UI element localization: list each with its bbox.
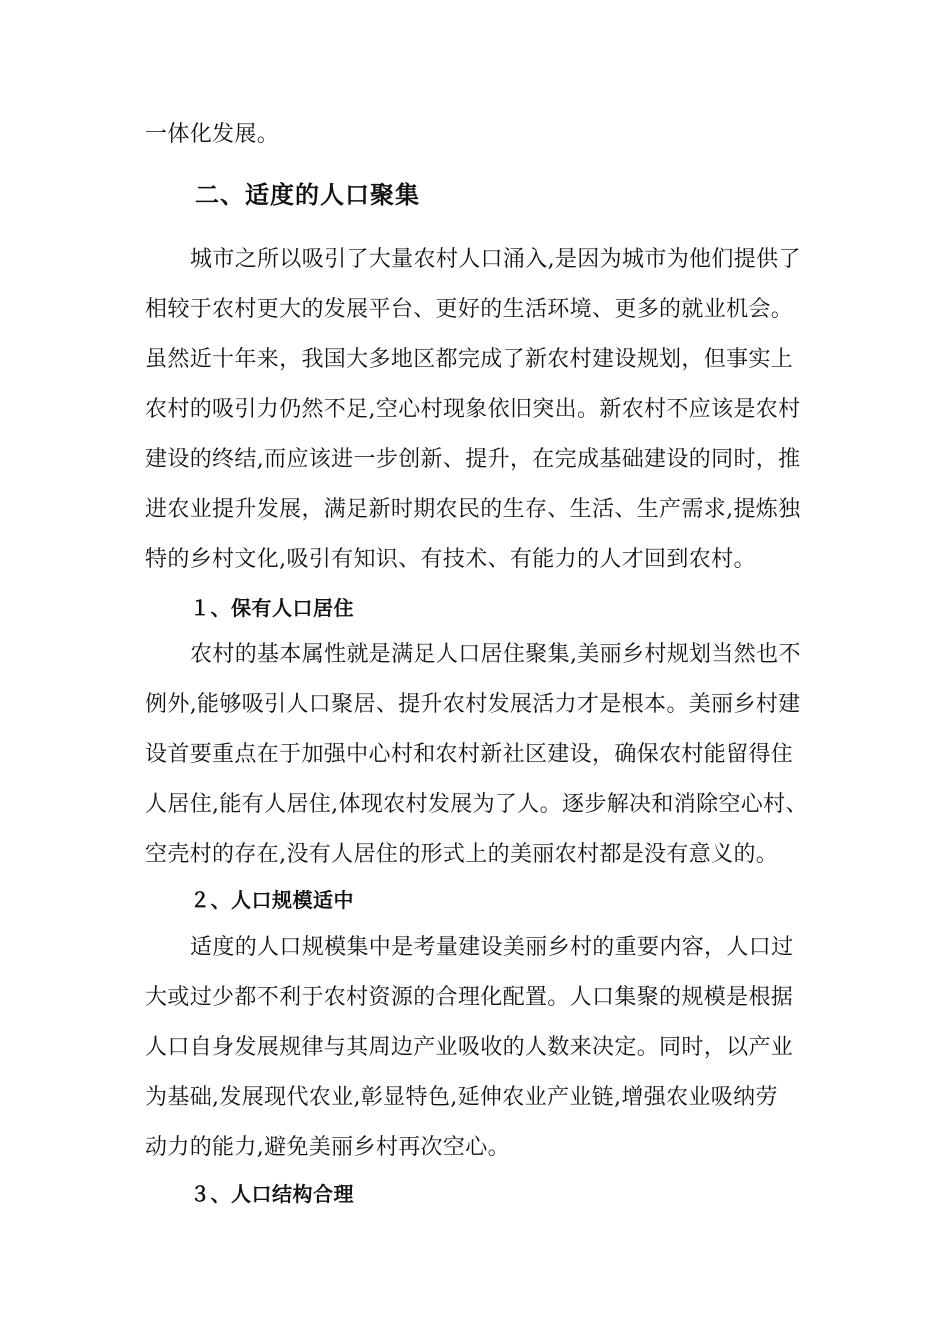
paragraph-line: 设首要重点在于加强中心村和农村新社区建设，确保农村能留得住	[145, 742, 794, 767]
paragraph-line: 动力的能力,避免美丽乡村再次空心。	[145, 1135, 510, 1160]
paragraph-line: 特的乡村文化,吸引有知识、有技术、有能力的人才回到农村。	[145, 547, 756, 572]
paragraph-line: 虽然近十年来，我国大多地区都完成了新农村建设规划，但事实上	[145, 347, 794, 372]
paragraph-line: 为基础,发展现代农业,彰显特色,延伸农业产业链,增强农业吸纳劳	[145, 1085, 778, 1110]
paragraph-line: 农村的基本属性就是满足人口居住聚集,美丽乡村规划当然也不	[190, 642, 801, 667]
subheading-1: １、保有人口居住	[190, 596, 354, 620]
paragraph-line: 建设的终结,而应该进一步创新、提升，在完成基础建设的同时，推	[145, 447, 801, 472]
paragraph-line: 城市之所以吸引了大量农村人口涌入,是因为城市为他们提供了	[190, 247, 801, 272]
paragraph-line: 人居住,能有人居住,体现农村发展为了人。逐步解决和消除空心村、	[145, 792, 808, 817]
paragraph-line: 大或过少都不利于农村资源的合理化配置。人口集聚的规模是根据	[145, 985, 794, 1010]
paragraph-line: 空壳村的存在,没有人居住的形式上的美丽农村都是没有意义的。	[145, 842, 779, 867]
paragraph-line: 适度的人口规模集中是考量建设美丽乡村的重要内容，人口过	[190, 935, 794, 960]
paragraph-line: 农村的吸引力仍然不足,空心村现象依旧突出。新农村不应该是农村	[145, 397, 801, 422]
paragraph-line: 相较于农村更大的发展平台、更好的生活环境、更多的就业机会。	[145, 297, 794, 322]
paragraph-line: 例外,能够吸引人口聚居、提升农村发展活力才是根本。美丽乡村建	[145, 692, 801, 717]
subheading-2: ２、人口规模适中	[190, 888, 354, 912]
section-heading: 二、适度的人口聚集	[195, 181, 420, 209]
intro-tail-text: 一体化发展。	[145, 122, 280, 147]
paragraph-line: 进农业提升发展，满足新时期农民的生存、生活、生产需求,提炼独	[145, 497, 801, 522]
subheading-3: ３、人口结构合理	[190, 1182, 354, 1206]
paragraph-line: 人口自身发展规律与其周边产业吸收的人数来决定。同时，以产业	[145, 1035, 794, 1060]
